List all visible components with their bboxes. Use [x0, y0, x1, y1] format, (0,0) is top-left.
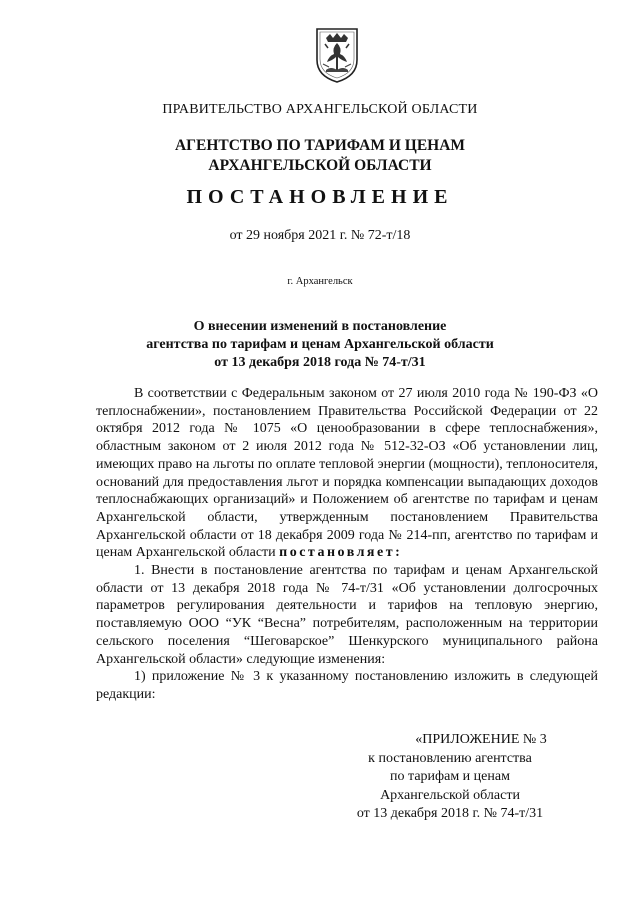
- document-type: ПОСТАНОВЛЕНИЕ: [186, 186, 454, 208]
- subject-line1: О внесении изменений в постановление: [193, 319, 447, 334]
- resolves-keyword: постановляет:: [279, 545, 403, 561]
- body-paragraph-1-text: В соответствии с Федеральным законом от 27 июля 2010 года № 190-ФЗ «О теплоснабжении», постановлением Правительства Российской Федерации от 22 октября 2012 года № 1075 «О ценообразовании в сфере теплоснабжения», областным законом от 2 июля 2012 года № 512-32-ОЗ «Об установлении лиц, имеющих право на льготы по оплате тепловой энергии (мощности), теплоносителя, оснований для предоставления льгот и порядка компенсации выпадающих доходов теплоснабжающих организаций» и Положением об агентстве по тарифам и ценам Архангельской области, утвержденным постановлением Правительства Архангельской области от 18 декабря 2009 года № 214-пп, агентство по тарифам и ценам Архангельской области: [96, 386, 598, 561]
- appendix-line5: от 13 декабря 2018 г. № 74-т/31: [356, 806, 544, 821]
- appendix-line1: «ПРИЛОЖЕНИЕ № 3: [415, 732, 547, 747]
- document-city: г. Архангельск: [287, 276, 353, 287]
- document-subject: [0, 318, 640, 372]
- appendix-line4: Архангельской области: [380, 787, 520, 803]
- appendix-line2: к постановлению агентства: [368, 750, 532, 766]
- subject-line2: агентства по тарифам и ценам Архангельской области: [146, 337, 494, 352]
- document-date-number: от 29 ноября 2021 г. № 72-т/18: [229, 228, 411, 243]
- subject-line3: от 13 декабря 2018 года № 74-т/31: [214, 355, 426, 370]
- agency-title-line1: АГЕНТСТВО ПО ТАРИФАМ И ЦЕНАМ: [174, 137, 466, 154]
- appendix-line3: по тарифам и ценам: [390, 769, 510, 784]
- document-body: [96, 385, 598, 704]
- government-title: ПРАВИТЕЛЬСТВО АРХАНГЕЛЬСКОЙ ОБЛАСТИ: [162, 102, 478, 117]
- agency-title: [0, 136, 640, 176]
- body-paragraph-1: [96, 385, 598, 562]
- appendix-heading: [300, 731, 600, 824]
- coat-of-arms-icon: [314, 26, 360, 84]
- body-paragraph-2: 1. Внести в постановление агентства по тарифам и ценам Архангельской области от 13 декабря 2018 года № 74-т/31 «Об установлении долгосрочных параметров регулирования деятельности и тарифов на тепловую энергию, поставляемую ООО “УК “Весна” потребителям, расположенным на территории сельского поселения “Шеговарское” Шенкурского муниципального района Архангельской области» следующие изменения:: [96, 563, 598, 667]
- agency-title-line2: АРХАНГЕЛЬСКОЙ ОБЛАСТИ: [208, 157, 432, 174]
- body-paragraph-3: 1) приложение № 3 к указанному постановлению изложить в следующей редакции:: [96, 669, 598, 702]
